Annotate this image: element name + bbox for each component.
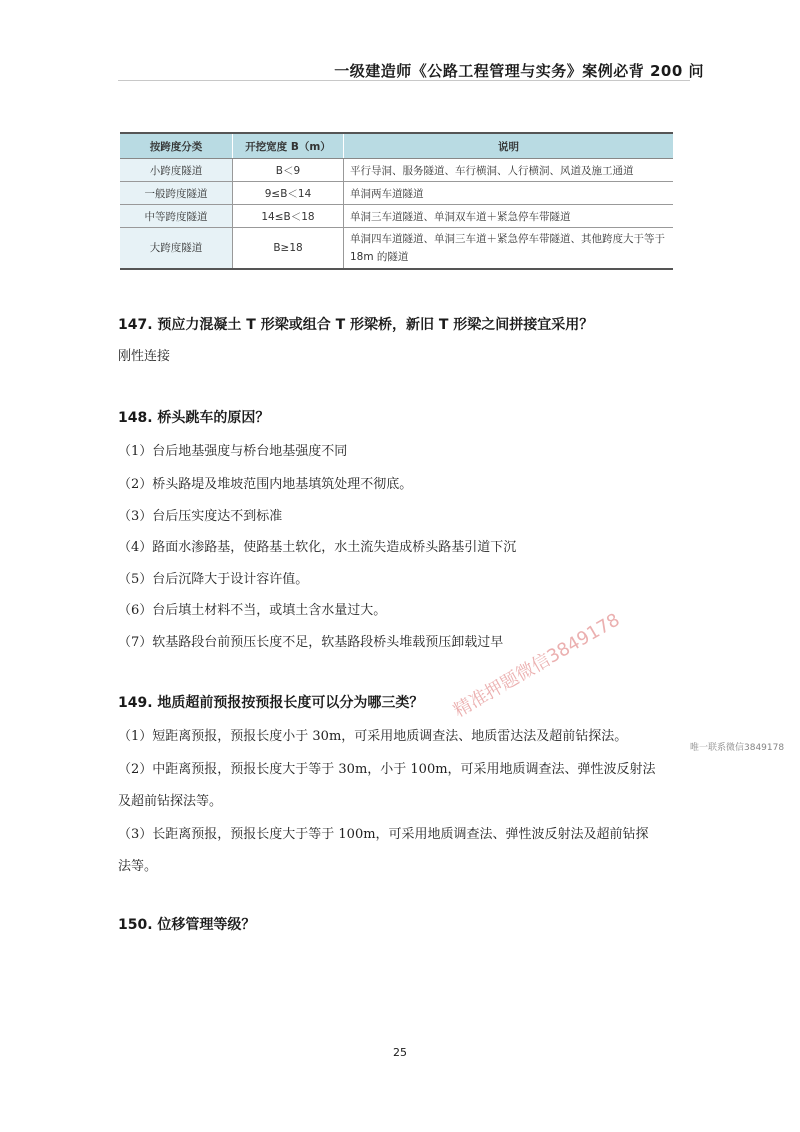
table-row: [120, 228, 673, 270]
table-cell: 中等跨度隧道: [120, 205, 233, 228]
table-cell: B≥18: [233, 228, 344, 270]
table-cell: 小跨度隧道: [120, 159, 233, 182]
table-cell: 单洞四车道隧道、单洞三车道＋紧急停车带隧道、其他跨度大于等于 18m 的隧道: [344, 228, 674, 270]
question-148: 148. 桥头跳车的原因？: [118, 410, 270, 426]
table-cell: 单洞两车道隧道: [344, 182, 674, 205]
table-cell: 大跨度隧道: [120, 228, 233, 270]
table-row: [120, 205, 673, 228]
table-cell: 平行导洞、服务隧道、车行横洞、人行横洞、风道及施工通道: [344, 159, 674, 182]
answer-148-item: （6）台后填土材料不当，或填土含水量过大。: [118, 603, 387, 618]
table-header-cell: 说明: [344, 133, 674, 159]
page-number: 25: [393, 1046, 407, 1059]
question-149: 149. 地质超前预报按预报长度可以分为哪三类？: [118, 695, 424, 711]
answer-149-line: 及超前钻探法等。: [118, 794, 223, 809]
table-header-row: [120, 133, 673, 159]
answer-149-line: （3）长距离预报，预报长度大于等于 100m，可采用地质调查法、弹性波反射法及超前钻探: [118, 827, 649, 842]
answer-149-line: 法等。: [118, 859, 158, 874]
table-row: [120, 182, 673, 205]
table-cell: B＜9: [233, 159, 344, 182]
answer-147: 刚性连接: [118, 349, 171, 364]
answer-148-item: （1）台后地基强度与桥台地基强度不同: [118, 444, 348, 459]
header-divider: [118, 80, 690, 81]
table-header-cell: 按跨度分类: [120, 133, 233, 159]
table-cell: 14≤B＜18: [233, 205, 344, 228]
answer-148-item: （5）台后沉降大于设计容许值。: [118, 572, 309, 587]
answer-149-line: （2）中距离预报，预报长度大于等于 30m，小于 100m，可采用地质调查法、弹性波反射法: [118, 762, 656, 777]
tunnel-span-table: [120, 132, 673, 270]
question-150: 150. 位移管理等级？: [118, 917, 256, 933]
answer-148-item: （4）路面水渗路基，使路基土软化，水土流失造成桥头路基引道下沉: [118, 540, 517, 555]
table-cell: 单洞三车道隧道、单洞双车道＋紧急停车带隧道: [344, 205, 674, 228]
table-cell: 一般跨度隧道: [120, 182, 233, 205]
answer-148-item: （7）软基路段台前预压长度不足，软基路段桥头堆载预压卸载过早: [118, 635, 504, 650]
question-147: 147. 预应力混凝土 T 形梁或组合 T 形梁桥，新旧 T 形梁之间拼接宜采用？: [118, 317, 594, 333]
answer-148-item: （3）台后压实度达不到标准: [118, 509, 283, 524]
table-header-cell: 开挖宽度 B（m）: [233, 133, 344, 159]
answer-149-line: （1）短距离预报，预报长度小于 30m，可采用地质调查法、地质雷达法及超前钻探法。: [118, 729, 628, 744]
watermark-red: 精准押题微信3849178: [450, 609, 624, 722]
table-row: [120, 159, 673, 182]
table-cell: 9≤B＜14: [233, 182, 344, 205]
header-title: 一级建造师《公路工程管理与实务》案例必背 200 问: [334, 62, 704, 80]
watermark-gray: 唯一联系微信3849178: [690, 743, 785, 753]
answer-148-item: （2）桥头路堤及堆坡范围内地基填筑处理不彻底。: [118, 477, 413, 492]
